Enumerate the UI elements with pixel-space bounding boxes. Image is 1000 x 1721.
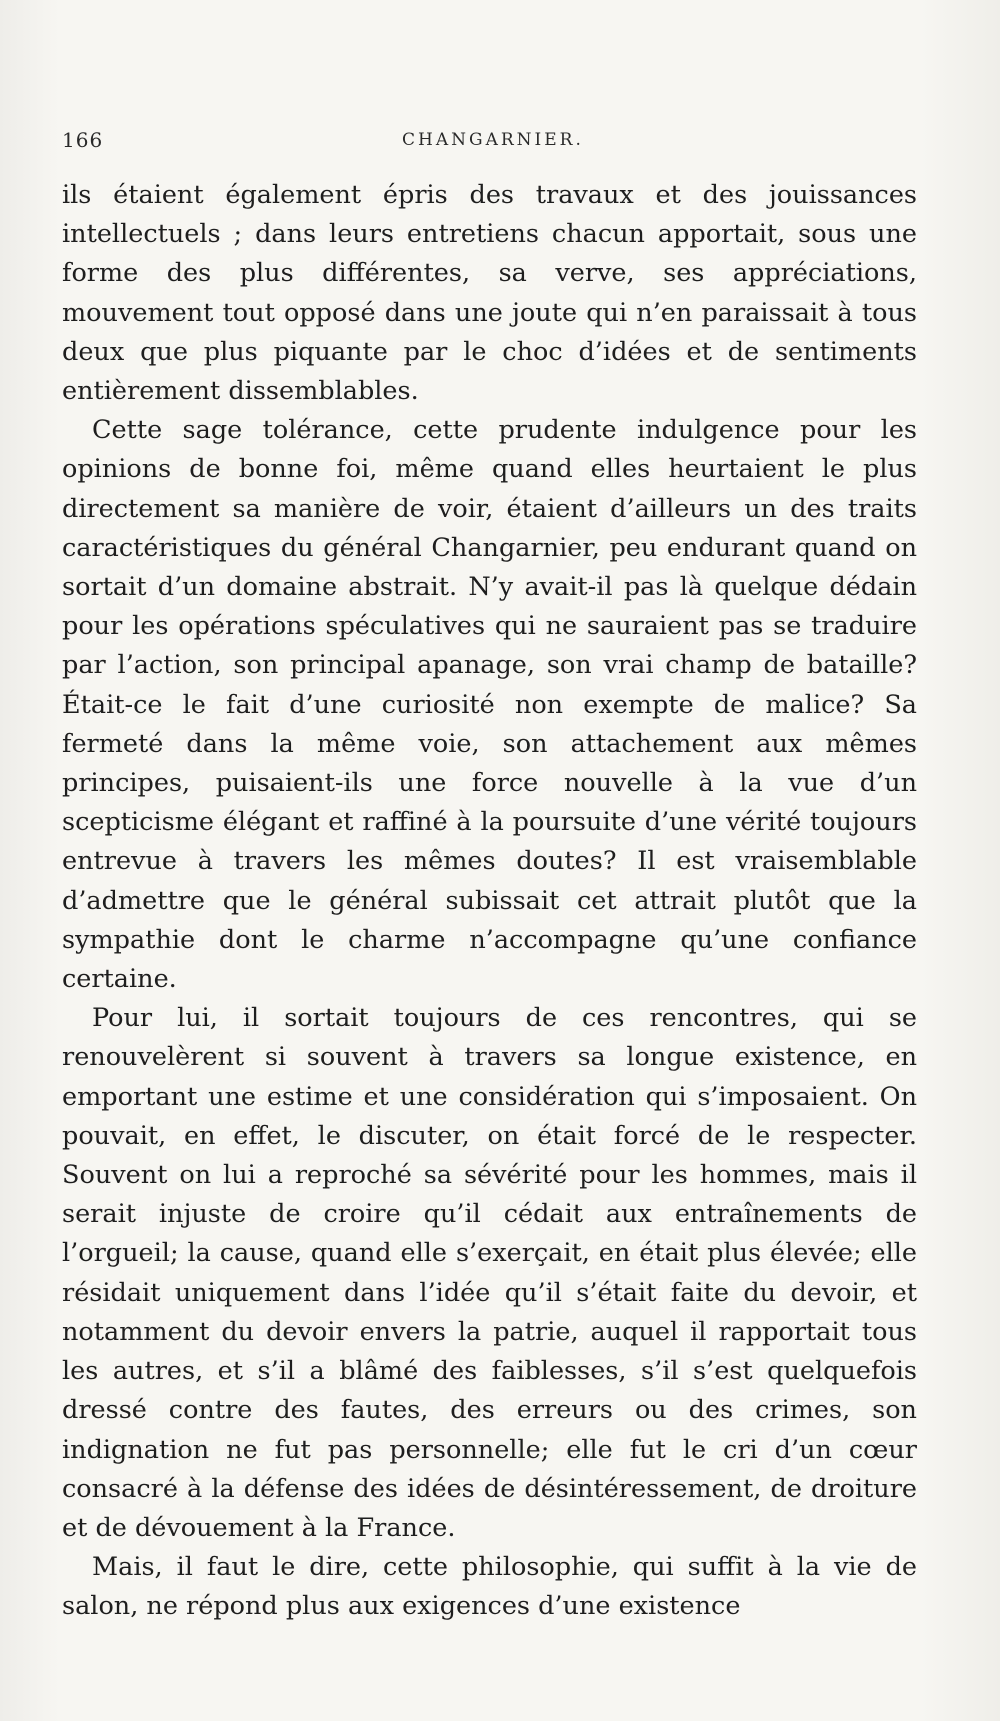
running-head: CHANGARNIER. (402, 130, 584, 150)
paragraph-continuation: ils étaient également épris des travaux et des jouissances intellectuels ; dans leurs entretiens chacun apportait, sous une forme des plus différentes, sa verve, ses appréciations, mouvement tout opposé dans une joute qui n’en paraissait à tous deux que plus piquante par le choc d’idées et de sentiments entièrement dissemblables. (62, 180, 917, 407)
paragraph: Cette sage tolérance, cette prudente indulgence pour les opinions de bonne foi, même quand elles heurtaient le plus directement sa manière de voir, étaient d’ailleurs un des traits caractéristiques du général Changarnier, peu endurant quand on sortait d’un domaine abstrait. N’y avait-il pas là quelque dédain pour les opérations spéculatives qui ne sauraient pas se traduire par l’action, son principal apanage, son vrai champ de bataille? Était-ce le fait d’une curiosité non exempte de malice? Sa fermeté dans la même voie, son attachement aux mêmes principes, puisaient-ils une force nouvelle à la vue d’un scepticisme élégant et raffiné à la poursuite d’une vérité toujours entrevue à travers les mêmes doutes? Il est vraisemblable d’admettre que le général subissait cet attrait plutôt que la sympathie dont le charme n’accompagne qu’une confiance certaine. (62, 415, 917, 995)
page-number: 166 (62, 128, 104, 152)
paragraph: Pour lui, il sortait toujours de ces rencontres, qui se renouvelèrent si souvent à travers sa longue existence, en emportant une estime et une considération qui s’imposaient. On pouvait, en effet, le discuter, on était forcé de le respecter. Souvent on lui a reproché sa sévérité pour les hommes, mais il serait injuste de croire qu’il cédait aux entraînements de l’orgueil; la cause, quand elle s’exerçait, en était plus élevée; elle résidait uniquement dans l’idée qu’il s’était faite du devoir, et notamment du devoir envers la patrie, auquel il rapportait tous les autres, et s’il a blâmé des faiblesses, s’il s’est quelquefois dressé contre des fautes, des erreurs ou des crimes, son indignation ne fut pas personnelle; elle fut le cri d’un cœur consacré à la défense des idées de désintéressement, de droiture et de dévouement à la France. (62, 1003, 917, 1543)
paragraph: Mais, il faut le dire, cette philosophie, qui suffit à la vie de salon, ne répond plus aux exigences d’une existence (62, 1552, 917, 1622)
body-text (62, 176, 917, 1627)
page-header (62, 128, 922, 152)
